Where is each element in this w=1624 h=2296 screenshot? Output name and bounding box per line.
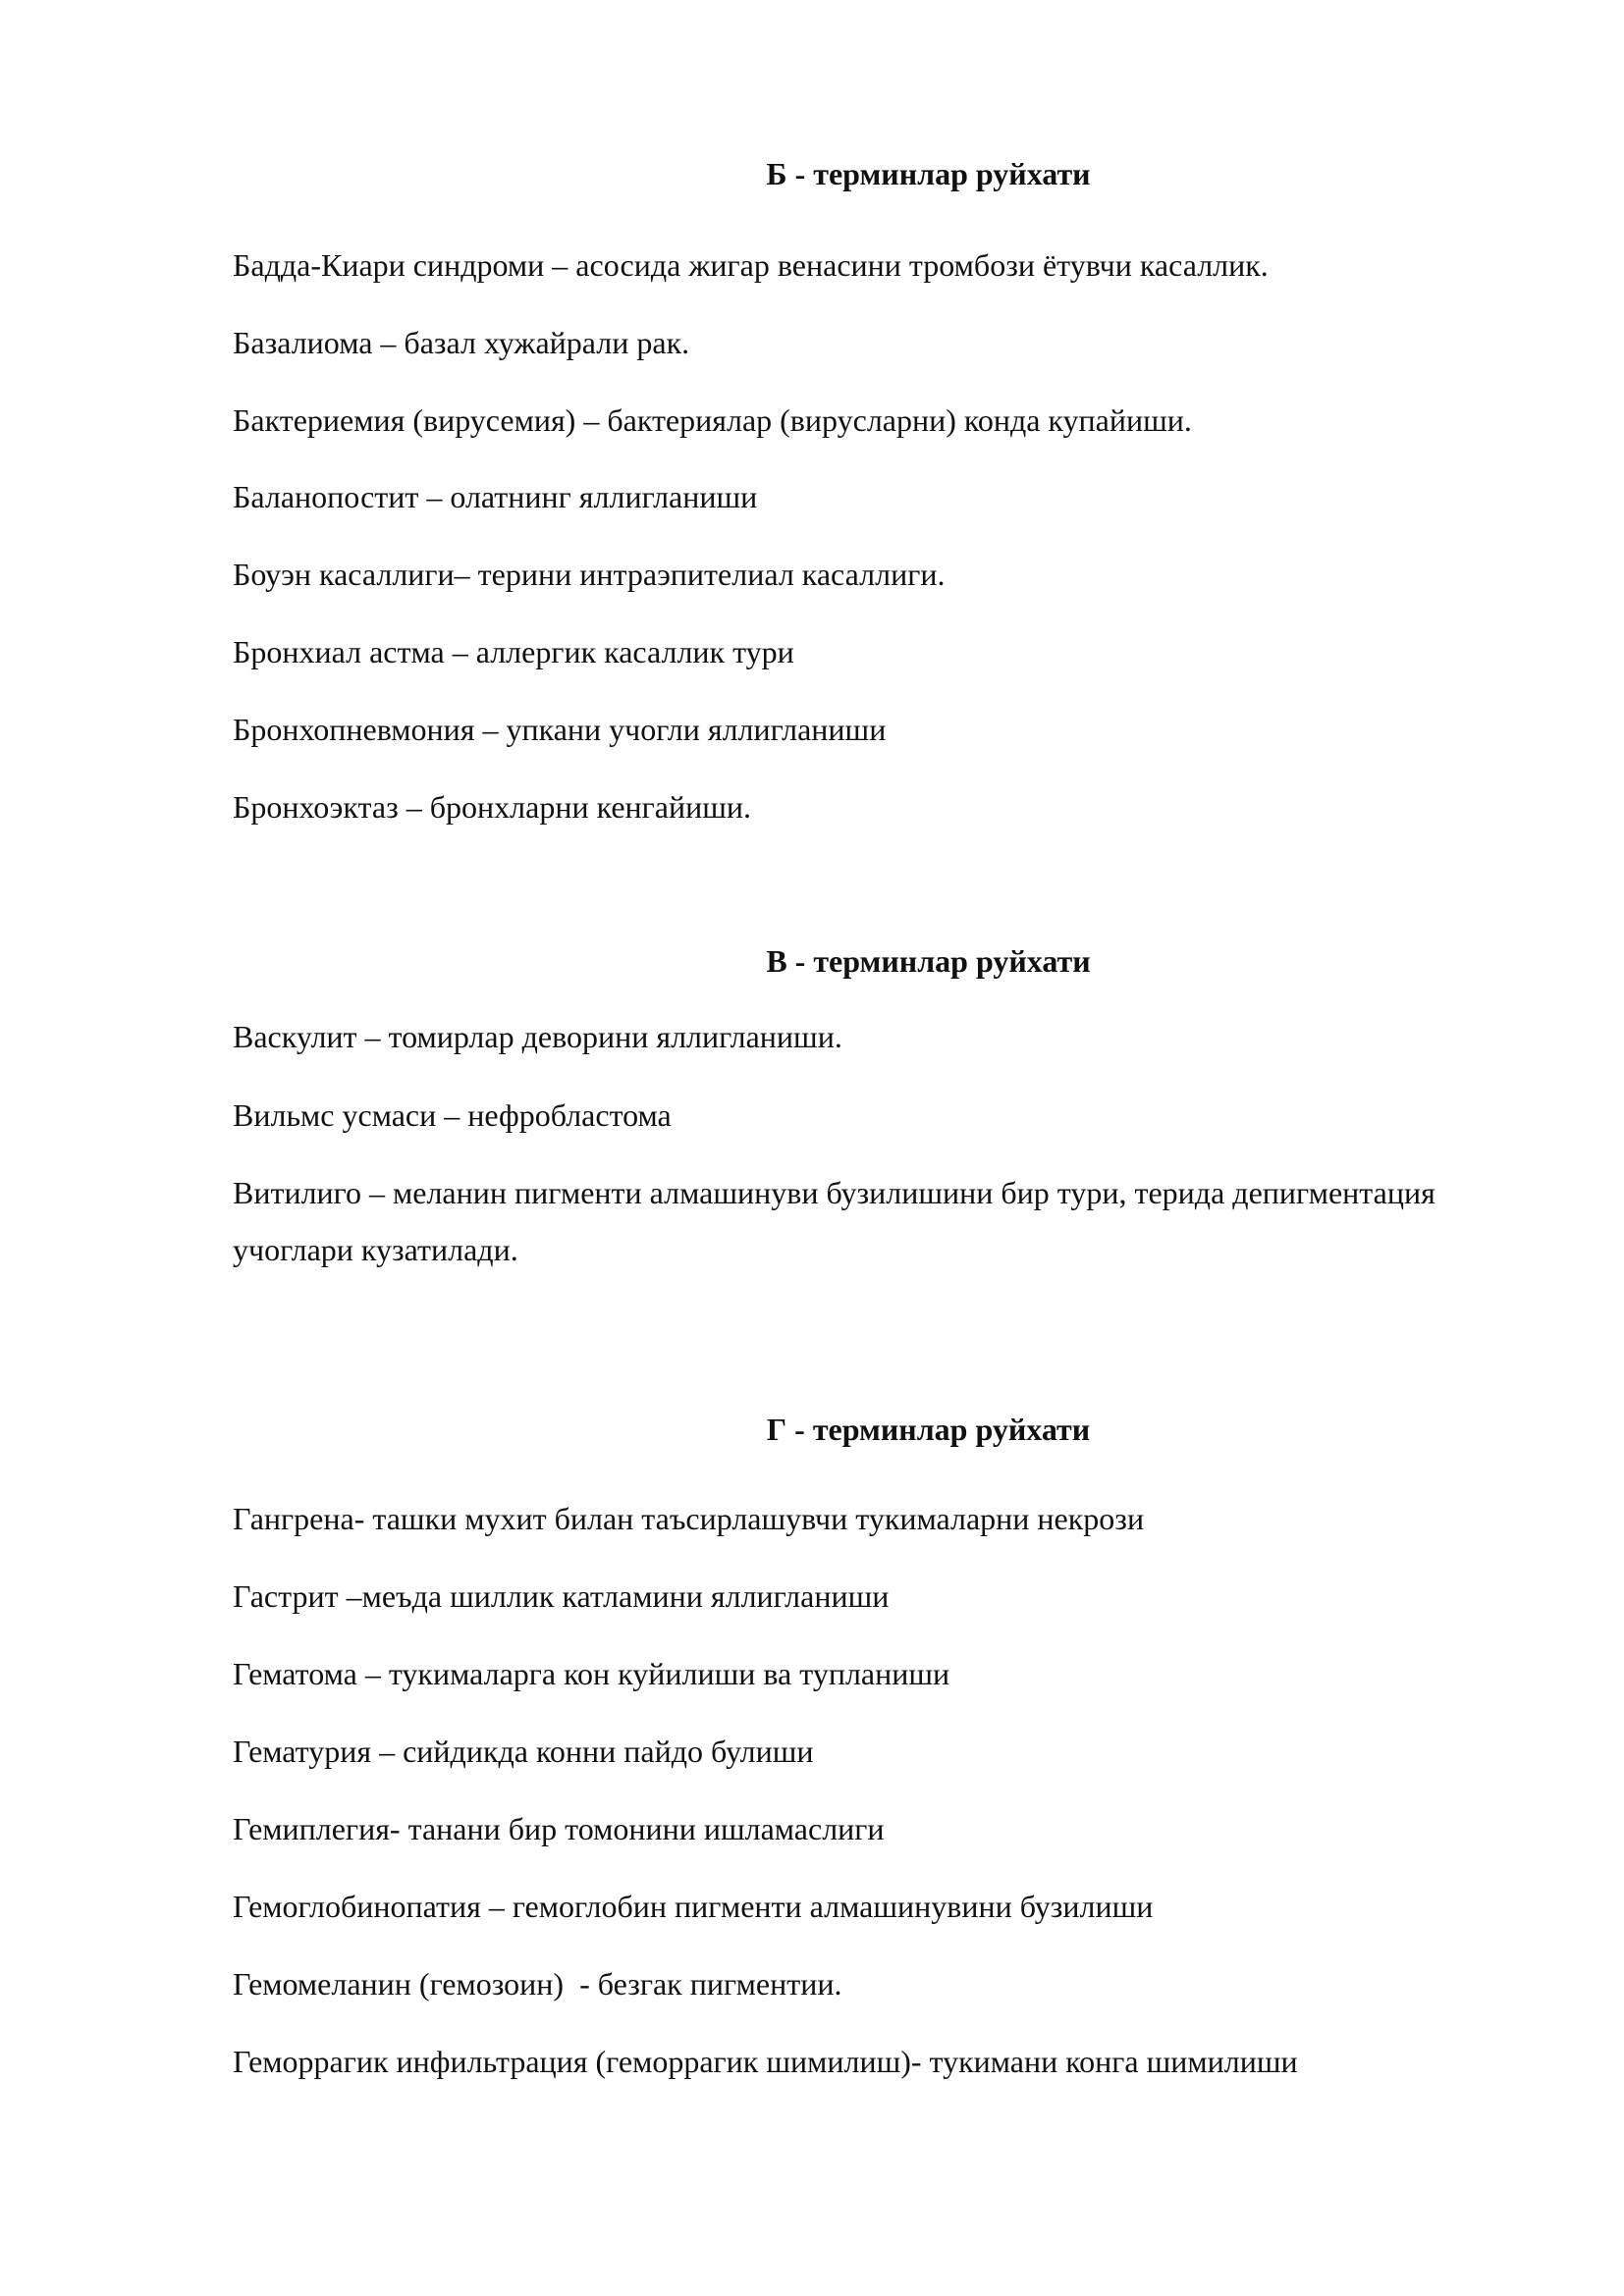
term-entry: Гемиплегия- танани бир томонини ишламаслиги (233, 1811, 885, 1846)
term-entry: Гангрена- ташки мухит билан таъсирлашувчи тукималарни некрози (233, 1501, 1145, 1536)
section-heading-g-text: Г - терминлар руйхати (766, 1412, 1091, 1447)
section-heading-b-text: Б - терминлар руйхати (766, 156, 1091, 191)
term-entry: Бактериемия (вирусемия) – бактериялар (вирусларни) конда купайиши. (233, 402, 1192, 438)
section-heading-g (0, 1410, 1624, 1449)
term-entry: Бронхоэктаз – бронхларни кенгайиши. (233, 789, 751, 825)
term-entry: Гемомеланин (гемозоин) - безгак пигментии. (233, 1966, 842, 2002)
section-heading-v (0, 941, 1624, 981)
section-heading-v-text: В - терминлар руйхати (766, 943, 1091, 979)
term-entry: Бронхиал астма – аллергик касаллик тури (233, 634, 794, 669)
term-entry: Баланопостит – олатнинг яллигланиши (233, 479, 758, 514)
term-entry: Бадда-Киари синдроми – асосида жигар венасини тромбози ётувчи касаллик. (233, 247, 1269, 283)
term-entry: Боуэн касаллиги– терини интраэпителиал касаллиги. (233, 557, 946, 592)
term-entry: Витилиго – меланин пигменти алмашинуви бузилишини бир тури, терида депигментация учоглари кузатилади. (233, 1175, 1435, 1267)
term-entry: Бронхопневмония – упкани учогли яллигланиши (233, 712, 887, 747)
term-entry: Вильмс усмаси – нефробластома (233, 1097, 672, 1133)
term-entry: Гастрит –меъда шиллик катламини яллигланиши (233, 1578, 890, 1614)
term-entry: Базалиома – базал хужайрали рак. (233, 325, 690, 360)
term-entry: Гематома – тукималарга кон куйилиши ва тупланиши (233, 1656, 950, 1691)
term-entry: Геморрагик инфильтрация (геморрагик шимилиш)- тукимани конга шимилиши (233, 2044, 1298, 2079)
term-entry: Гематурия – сийдикда конни пайдо булиши (233, 1734, 814, 1769)
term-entry: Васкулит – томирлар деворини яллигланиши. (233, 1019, 842, 1054)
term-entry: Гемоглобинопатия – гемоглобин пигменти алмашинувини бузилиши (233, 1889, 1154, 1924)
section-heading-b (0, 154, 1624, 193)
